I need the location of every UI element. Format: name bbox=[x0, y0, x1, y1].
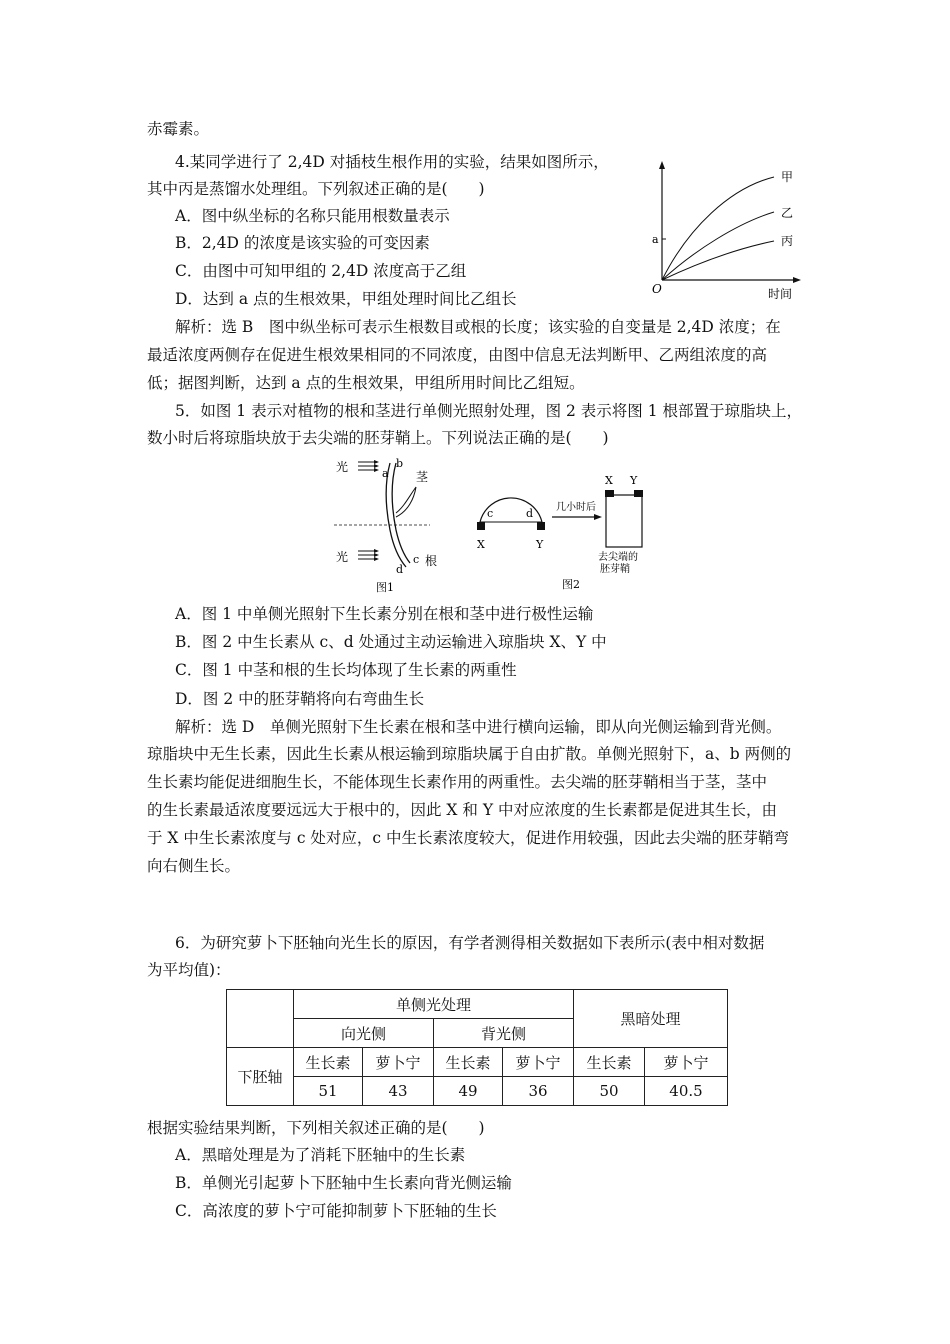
solution-text: 琼脂块中无生长素，因此生长素从根运输到琼脂块属于自由扩散。单侧光照射下，a、b 两侧的 bbox=[147, 745, 792, 763]
option-b: B．单侧光引起萝卜下胚轴中生长素向背光侧运输 bbox=[175, 1174, 512, 1192]
solution-text: 的生长素最适浓度要远远大于根中的，因此 X 和 Y 中对应浓度的生长素都是促进其生长，由 bbox=[147, 801, 777, 819]
figure-2-caption: 图2 bbox=[562, 578, 580, 591]
curve-jia bbox=[662, 177, 774, 280]
question-5-stem: 数小时后将琼脂块放于去尖端的胚芽鞘上。下列说法正确的是( ) bbox=[147, 429, 609, 447]
question-6-stem: 为平均值)： bbox=[147, 961, 231, 979]
label-y: Y bbox=[536, 538, 544, 551]
table-row-label: 下胚轴 bbox=[227, 1048, 294, 1106]
table-col-header: 生长素 bbox=[574, 1048, 645, 1077]
top-label-y: Y bbox=[630, 474, 638, 487]
option-c: C．图 1 中茎和根的生长均体现了生长素的两重性 bbox=[175, 661, 517, 679]
data-table bbox=[226, 989, 728, 1106]
stem-label: 茎 bbox=[416, 470, 429, 484]
option-c: C．高浓度的萝卜宁可能抑制萝卜下胚轴的生长 bbox=[175, 1202, 497, 1220]
table-cell: 43 bbox=[363, 1077, 434, 1106]
process-arrow-icon bbox=[594, 514, 602, 520]
solution-text: 于 X 中生长素浓度与 c 处对应，c 中生长素浓度较大，促进作用较强，因此去尖端的胚芽鞘弯 bbox=[147, 829, 790, 847]
x-axis-label: 时间 bbox=[768, 287, 793, 301]
box-label-line2: 胚芽鞘 bbox=[600, 564, 630, 575]
table-cell: 51 bbox=[294, 1077, 363, 1106]
label-x: X bbox=[477, 538, 485, 551]
curve-bing bbox=[662, 241, 774, 280]
option-c: C．由图中可知甲组的 2,4D 浓度高于乙组 bbox=[175, 262, 467, 280]
question-4-stem: 其中丙是蒸馏水处理组。下列叙述正确的是( ) bbox=[147, 180, 485, 198]
table-col-header: 萝卜宁 bbox=[363, 1048, 434, 1077]
table-subheader-light-side: 向光侧 bbox=[294, 1019, 434, 1048]
solution-text: 低；据图判断，达到 a 点的生根效果，甲组所用时间比乙组短。 bbox=[147, 374, 585, 392]
label-a: a bbox=[382, 467, 389, 480]
table-col-header: 生长素 bbox=[434, 1048, 503, 1077]
curve-label-yi: 乙 bbox=[781, 206, 794, 220]
solution-text: 最适浓度两侧存在促进生根效果相同的不同浓度，由图中信息无法判断甲、乙两组浓度的高 bbox=[147, 346, 768, 364]
label-d: d bbox=[526, 507, 534, 520]
root-label: 根 bbox=[425, 554, 438, 568]
x-axis-arrow-icon bbox=[793, 277, 801, 283]
table-subheader-shade-side: 背光侧 bbox=[434, 1019, 574, 1048]
table-cell: 40.5 bbox=[645, 1077, 728, 1106]
table-col-header: 萝卜宁 bbox=[503, 1048, 574, 1077]
y-axis-arrow-icon bbox=[659, 161, 665, 169]
question-4-stem: 4.某同学进行了 2,4D 对插枝生根作用的实验，结果如图所示， bbox=[175, 153, 609, 171]
box-label-line1: 去尖端的 bbox=[598, 552, 638, 563]
option-d: D．图 2 中的胚芽鞘将向右弯曲生长 bbox=[175, 690, 425, 708]
table-header-dark: 黑暗处理 bbox=[574, 990, 728, 1048]
top-agar-block-y bbox=[634, 490, 643, 497]
solution-text: 解析：选 B 图中纵坐标可表示生根数目或根的长度；该实验的自变量是 2,4D 浓度；在 bbox=[175, 318, 781, 336]
top-agar-block-x bbox=[605, 490, 614, 497]
table-cell: 36 bbox=[503, 1077, 574, 1106]
text-line: 赤霉素。 bbox=[147, 120, 210, 138]
label-b: b bbox=[396, 457, 404, 470]
question-6-stem: 6．为研究萝卜下胚轴向光生长的原因，有学者测得相关数据如下表所示(表中相对数据 bbox=[175, 934, 765, 952]
leaf bbox=[396, 487, 416, 517]
table-header-single-light: 单侧光处理 bbox=[294, 990, 574, 1019]
solution-text: 生长素均能促进细胞生长，不能体现生长素作用的两重性。去尖端的胚芽鞘相当于茎，茎中 bbox=[147, 773, 768, 791]
agar-block-y bbox=[537, 522, 545, 530]
origin-label: O bbox=[652, 282, 662, 296]
curve-label-jia: 甲 bbox=[781, 170, 794, 184]
figure-1-caption: 图1 bbox=[376, 581, 394, 594]
arrow-label: 几小时后 bbox=[556, 502, 596, 513]
curve-yi bbox=[662, 212, 774, 280]
light-label-top: 光 bbox=[336, 460, 349, 474]
table-cell: 50 bbox=[574, 1077, 645, 1106]
table-col-header: 萝卜宁 bbox=[645, 1048, 728, 1077]
light-arrows-top bbox=[358, 462, 376, 470]
light-label-bottom: 光 bbox=[336, 550, 349, 564]
y-mark-a: a bbox=[652, 233, 659, 246]
option-b: B．图 2 中生长素从 c、d 处通过主动运输进入琼脂块 X、Y 中 bbox=[175, 633, 607, 651]
option-b: B．2,4D 的浓度是该实验的可变因素 bbox=[175, 234, 430, 252]
label-d: d bbox=[396, 563, 404, 576]
curve-label-bing: 丙 bbox=[781, 234, 794, 248]
figure-2-coleoptile bbox=[470, 470, 670, 595]
question-6-prompt: 根据实验结果判断，下列相关叙述正确的是( ) bbox=[147, 1119, 485, 1137]
growth-curve-graph bbox=[640, 158, 810, 304]
table-cell: 49 bbox=[434, 1077, 503, 1106]
agar-block-x bbox=[477, 522, 485, 530]
option-a: A．黑暗处理是为了消耗下胚轴中的生长素 bbox=[175, 1146, 466, 1164]
label-c: c bbox=[413, 553, 420, 566]
option-d: D．达到 a 点的生根效果，甲组处理时间比乙组长 bbox=[175, 290, 517, 308]
option-a: A．图中纵坐标的名称只能用根数量表示 bbox=[175, 207, 450, 225]
table-corner-cell bbox=[227, 990, 294, 1048]
question-5-stem: 5．如图 1 表示对植物的根和茎进行单侧光照射处理，图 2 表示将图 1 根部置于琼脂块上， bbox=[175, 402, 803, 420]
table-col-header: 生长素 bbox=[294, 1048, 363, 1077]
solution-text: 解析：选 D 单侧光照射下生长素在根和茎中进行横向运输，即从向光侧运输到背光侧。 bbox=[175, 718, 782, 736]
option-a: A．图 1 中单侧光照射下生长素分别在根和茎中进行极性运输 bbox=[175, 605, 594, 623]
light-arrows-bottom bbox=[358, 551, 376, 559]
decapitated-coleoptile bbox=[606, 495, 642, 547]
top-label-x: X bbox=[605, 474, 613, 487]
figure-1-plant bbox=[330, 455, 440, 595]
solution-text: 向右侧生长。 bbox=[147, 857, 241, 875]
label-c: c bbox=[487, 507, 494, 520]
